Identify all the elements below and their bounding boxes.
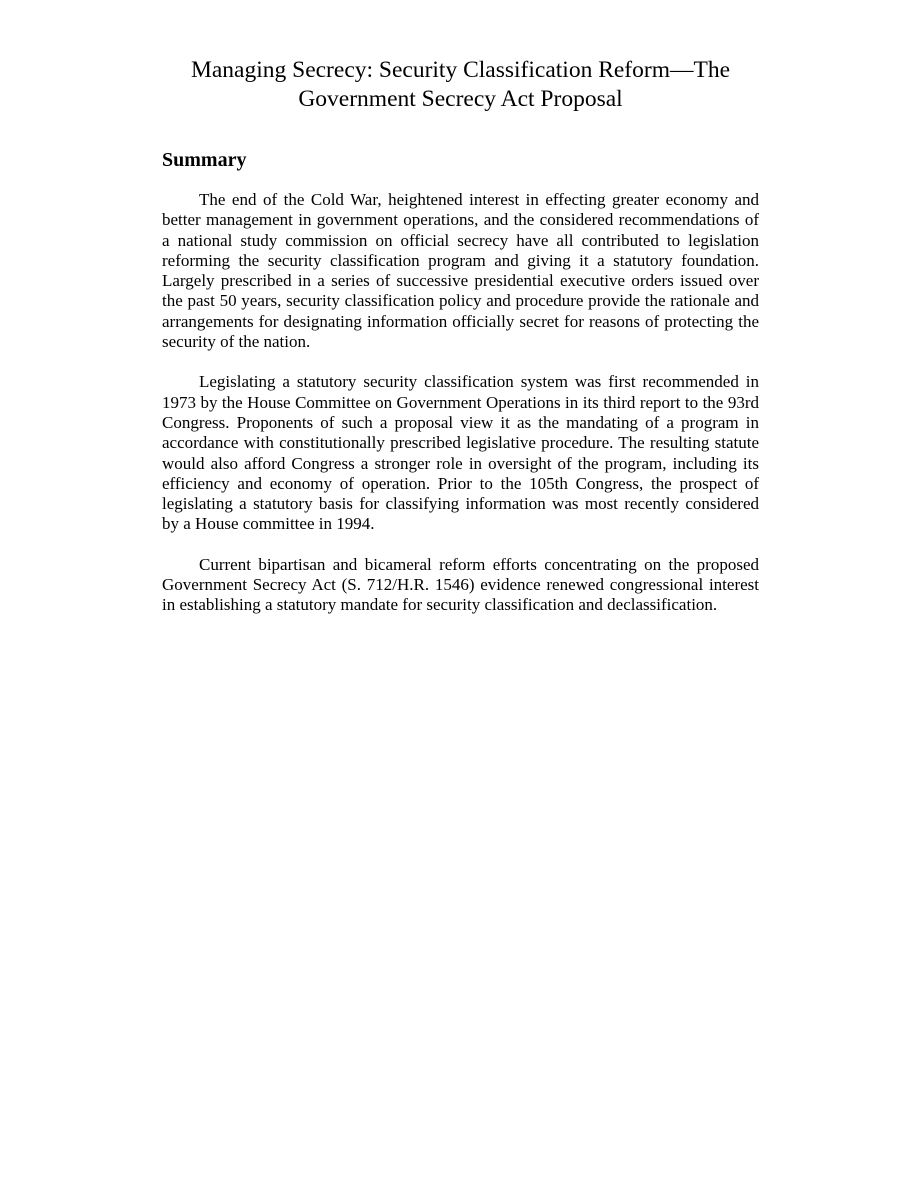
document-page: [162, 56, 759, 616]
summary-paragraph-1: The end of the Cold War, heightened interest in effecting greater economy and better management in government operations, and the considered recommendations of a national study commission on official secrecy have all contributed to legislation reforming the security classification program and giving it a statutory foundation. Largely prescribed in a series of successive presidential executive orders issued over the past 50 years, security classification policy and procedure provide the rationale and arrangements for designating information officially secret for reasons of protecting the security of the nation.: [162, 190, 759, 352]
document-title-line-1: Managing Secrecy: Security Classification Reform—The: [190, 57, 731, 83]
summary-paragraph-2: Legislating a statutory security classification system was first recommended in 1973 by the House Committee on Government Operations in its third report to the 93rd Congress. Proponents of such a proposal view it as the mandating of a program in accordance with constitutionally prescribed legislative procedure. The resulting statute would also afford Congress a stronger role in oversight of the program, including its efficiency and economy of operation. Prior to the 105th Congress, the prospect of legislating a statutory basis for classifying information was most recently considered by a House committee in 1994.: [162, 372, 759, 534]
summary-paragraph-3: Current bipartisan and bicameral reform efforts concentrating on the proposed Government Secrecy Act (S. 712/H.R. 1546) evidence renewed congressional interest in establishing a statutory mandate for security classification and declassification.: [162, 554, 759, 615]
document-title-line-2: Government Secrecy Act Proposal: [298, 86, 623, 112]
document-title: [162, 56, 759, 114]
summary-heading: Summary: [162, 149, 247, 171]
